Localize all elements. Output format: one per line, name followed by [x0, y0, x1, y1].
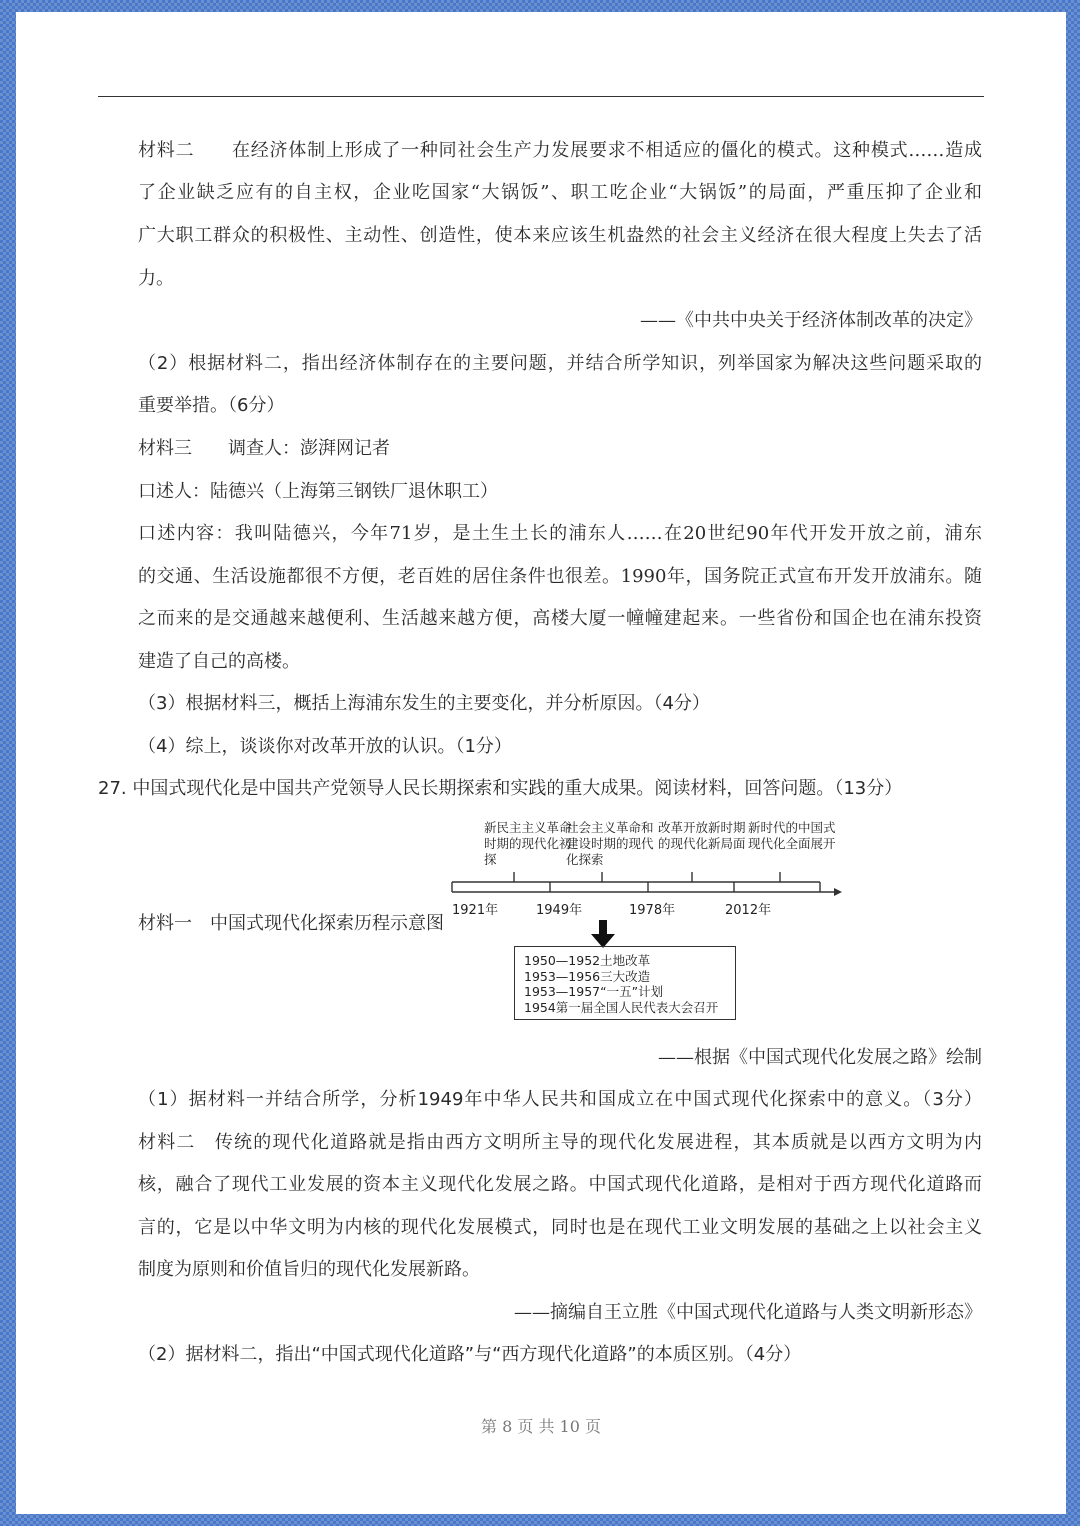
timeline-detail-item: 1950—1952土地改革: [524, 953, 651, 968]
timeline-source: ——根据《中国式现代化发展之路》绘制: [658, 1047, 982, 1068]
question-27-stem: 27. 中国式现代化是中国共产党领导人民长期探索和实践的重大成果。阅读材料，回答问题。（13分）: [98, 778, 903, 799]
material-3-line-2: 的交通、生活设施都很不方便，老百姓的居住条件也很差。1990年，国务院正式宣布开发开放浦东。随: [138, 566, 982, 587]
timeline-caption: 材料一 中国式现代化探索历程示意图: [138, 913, 444, 934]
material-2-line-2: 了企业缺乏应有的自主权，企业吃国家“大锅饭”、职工吃企业“大锅饭”的局面，严重压抑了企业和: [138, 182, 982, 203]
material-2-line-4: 力。: [138, 268, 174, 289]
header-rule: [98, 96, 984, 97]
material-2b-line-2: 核，融合了现代工业发展的资本主义现代化发展之路。中国式现代化道路，是相对于西方现代化道路而: [138, 1174, 982, 1195]
question-27-1: （1）据材料一并结合所学，分析1949年中华人民共和国成立在中国式现代化探索中的意义。（3分）: [138, 1089, 982, 1110]
timeline-period-3: 改革开放新时期的现代化新局面: [658, 820, 746, 851]
timeline-detail-item: 1953—1957“一五”计划: [524, 984, 664, 999]
material-2b-source: ——摘编自王立胜《中国式现代化道路与人类文明新形态》: [514, 1302, 982, 1323]
timeline-period-1: 新民主主义革命时期的现代化初探: [484, 820, 572, 867]
material-2b-line-4: 制度为原则和价值旨归的现代化发展新路。: [138, 1259, 480, 1280]
material-3-line-4: 建造了自己的高楼。: [138, 651, 300, 672]
material-2-line-3: 广大职工群众的积极性、主动性、创造性，使本来应该生机盎然的社会主义经济在很大程度上失去了活: [138, 225, 982, 246]
question-3: （3）根据材料三，概括上海浦东发生的主要变化，并分析原因。（4分）: [138, 693, 710, 714]
material-3-header: 材料三 调查人：澎湃网记者: [138, 438, 390, 459]
timeline-year-1978: 1978年: [629, 903, 676, 918]
timeline-period-4: 新时代的中国式现代化全面展开: [748, 820, 836, 851]
material-3-line-1: 口述内容：我叫陆德兴，今年71岁，是土生土长的浦东人……在20世纪90年代开发开放之前，浦东: [138, 523, 982, 544]
timeline-year-1949: 1949年: [536, 903, 583, 918]
page-number: 第 8 页 共 10 页: [481, 1417, 601, 1436]
timeline-detail-item: 1953—1956三大改造: [524, 968, 651, 984]
question-2-line-1: （2）根据材料二，指出经济体制存在的主要问题，并结合所学知识，列举国家为解决这些问题采取的: [138, 353, 982, 374]
timeline-year-2012: 2012年: [725, 903, 772, 918]
timeline-detail-item: 1954第一届全国人民代表大会召开: [524, 999, 719, 1015]
exam-page: [16, 12, 1066, 1514]
material-2b-line-1: 材料二 传统的现代化道路就是指由西方文明所主导的现代化发展进程，其本质就是以西方文明为内: [138, 1132, 982, 1153]
timeline-year-1921: 1921年: [452, 903, 499, 918]
material-2b-line-3: 言的，它是以中华文明为内核的现代化发展模式，同时也是在现代工业文明发展的基础之上以社会主义: [138, 1217, 982, 1238]
material-2-source: ——《中共中央关于经济体制改革的决定》: [640, 310, 982, 331]
material-2-line-1: 材料二 在经济体制上形成了一种同社会生产力发展要求不相适应的僵化的模式。这种模式……造成: [138, 140, 982, 161]
question-2-line-2: 重要举措。（6分）: [138, 395, 285, 416]
material-3-narrator: 口述人：陆德兴（上海第三钢铁厂退休职工）: [138, 481, 498, 502]
question-27-2: （2）据材料二，指出“中国式现代化道路”与“西方现代化道路”的本质区别。（4分）: [138, 1344, 802, 1365]
question-4: （4）综上，谈谈你对改革开放的认识。（1分）: [138, 736, 512, 757]
timeline-detail-box: [514, 946, 736, 1020]
material-3-line-3: 之而来的是交通越来越便利、生活越来越方便，高楼大厦一幢幢建起来。一些省份和国企也在浦东投资: [138, 608, 982, 629]
timeline-period-2: 社会主义革命和建设时期的现代化探索: [566, 820, 654, 867]
